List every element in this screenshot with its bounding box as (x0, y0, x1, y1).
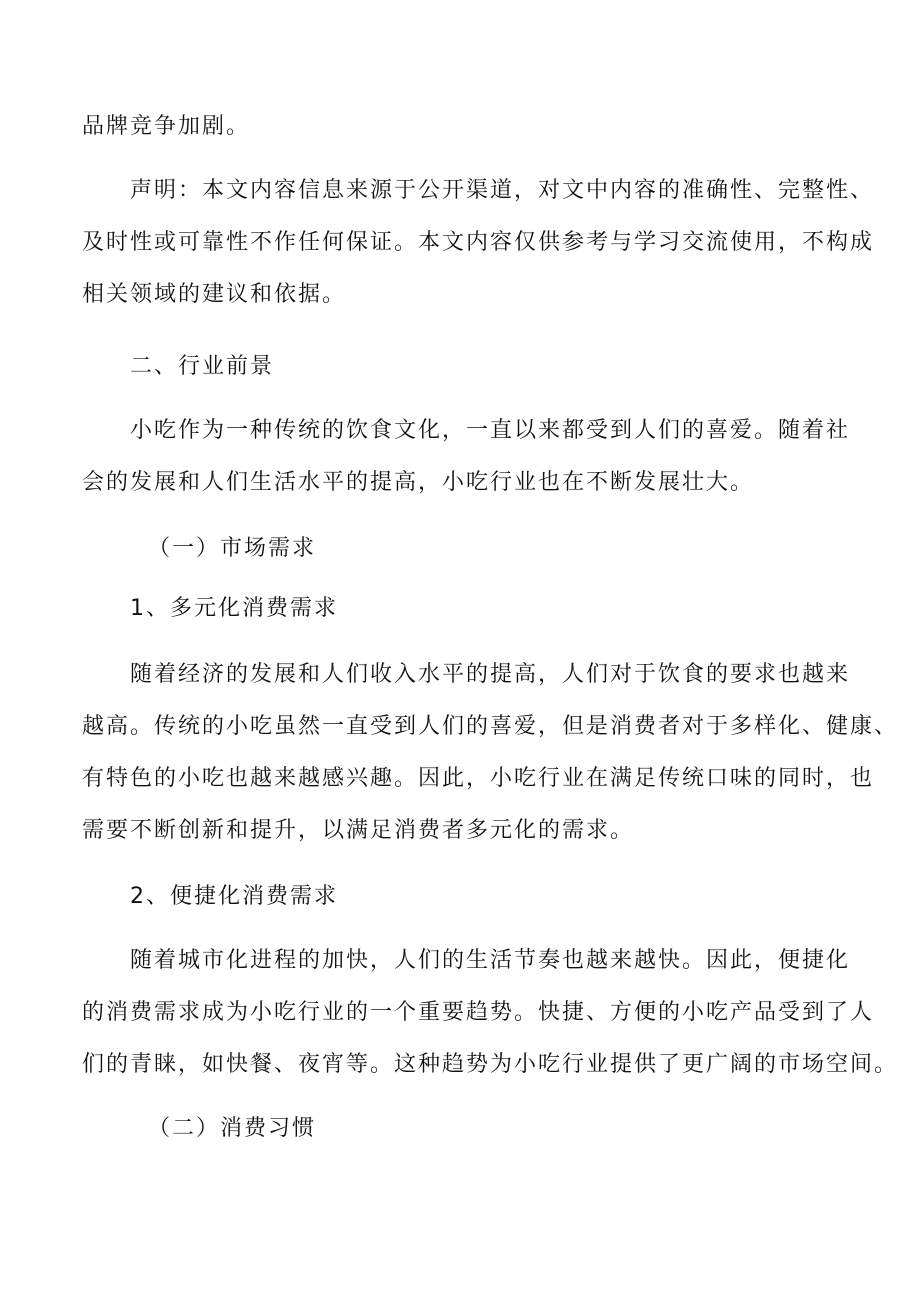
paragraph-line: 会的发展和人们生活水平的提高，小吃行业也在不断发展壮大。 (82, 470, 755, 495)
subsection-heading: （二）消费习惯 (148, 1116, 317, 1141)
disclaimer-line: 及时性或可靠性不作任何保证。本文内容仅供参考与学习交流使用，不构成 (82, 230, 875, 255)
paragraph-line: 有特色的小吃也越来越感兴趣。因此，小吃行业在满足传统口味的同时，也 (82, 766, 875, 791)
paragraph-line: 品牌竞争加剧。 (82, 114, 251, 139)
disclaimer-line: 声明：本文内容信息来源于公开渠道，对文中内容的准确性、完整性、 (130, 178, 875, 203)
paragraph-line: 越高。传统的小吃虽然一直受到人们的喜爱，但是消费者对于多样化、健康、 (82, 714, 899, 739)
item-heading: 2、便捷化消费需求 (130, 884, 338, 909)
paragraph-line: 的消费需求成为小吃行业的一个重要趋势。快捷、方便的小吃产品受到了人 (82, 1000, 875, 1025)
paragraph-line: 随着城市化进程的加快，人们的生活节奏也越来越快。因此，便捷化 (130, 948, 851, 973)
paragraph-line: 小吃作为一种传统的饮食文化，一直以来都受到人们的喜爱。随着社 (130, 418, 851, 443)
subsection-heading: （一）市场需求 (148, 536, 317, 561)
paragraph-line: 随着经济的发展和人们收入水平的提高，人们对于饮食的要求也越来 (130, 662, 851, 687)
paragraph-line: 需要不断创新和提升，以满足消费者多元化的需求。 (82, 818, 635, 843)
disclaimer-line: 相关领域的建议和依据。 (82, 282, 347, 307)
section-heading: 二、行业前景 (130, 354, 275, 379)
paragraph-line: 们的青睐，如快餐、夜宵等。这种趋势为小吃行业提供了更广阔的市场空间。 (82, 1052, 899, 1077)
item-heading: 1、多元化消费需求 (130, 596, 338, 621)
